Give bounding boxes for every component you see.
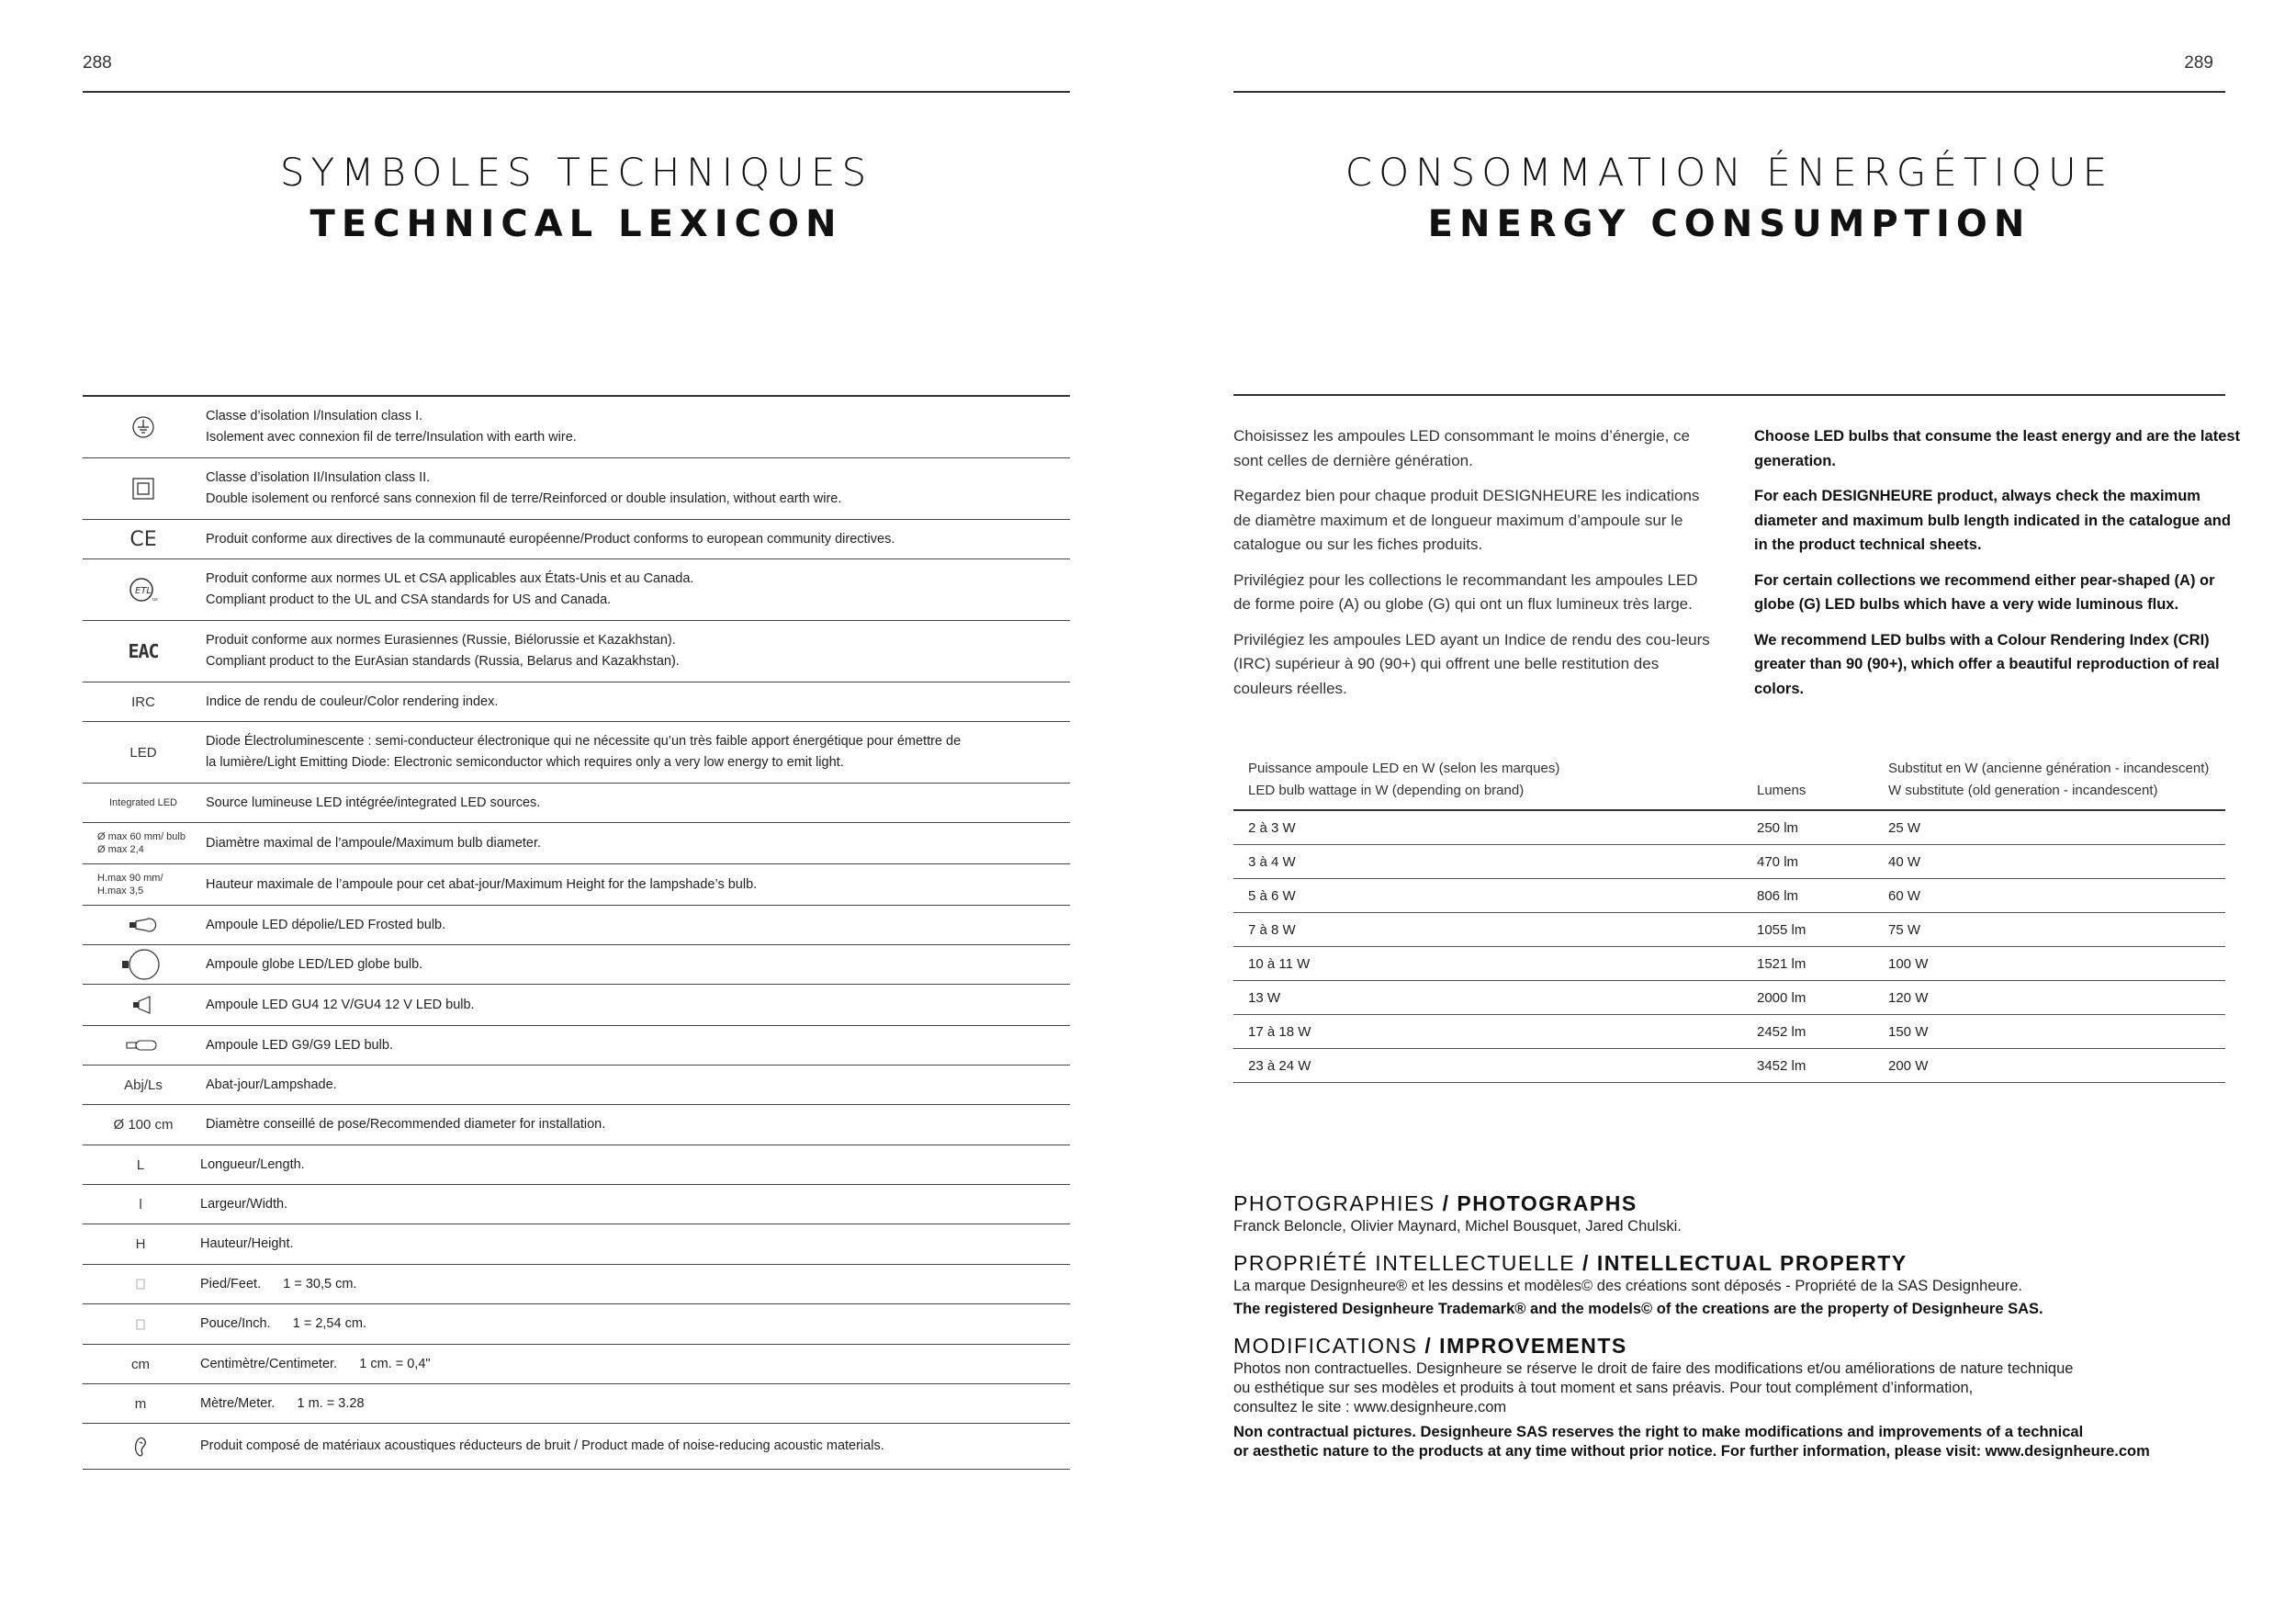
intro-paragraph: Choose LED bulbs that consume the least energy and are the latest generation. xyxy=(1754,428,2241,469)
lexicon-row xyxy=(83,1185,1070,1224)
lexicon-symbol: cm xyxy=(131,1356,150,1372)
lexicon-row xyxy=(83,682,1070,722)
lexicon-text: Compliant product to the UL and CSA standards for US and Canada. xyxy=(206,592,612,607)
lexicon-symbol: Integrated LED xyxy=(109,797,177,808)
wattage-cell: 2 à 3 W xyxy=(1248,819,1296,836)
header-wattage-fr: Puissance ampoule LED en W (selon les marques) xyxy=(1248,761,1560,776)
lexicon-text: Compliant product to the EurAsian standards (Russia, Belarus and Kazakhstan). xyxy=(206,654,680,669)
title-fr: CONSOMMATION ÉNERGÉTIQUE xyxy=(1345,150,2114,195)
title-block xyxy=(83,147,1070,250)
section-rule xyxy=(1233,394,2225,396)
lexicon-text: Largeur/Width. xyxy=(200,1196,288,1212)
lexicon-row xyxy=(83,621,1070,682)
header-lumens: Lumens xyxy=(1757,783,1806,798)
photographs-text: Franck Beloncle, Olivier Maynard, Michel Bousquet, Jared Chulski. xyxy=(1233,1218,1682,1235)
lexicon-text: Pouce/Inch. 1 = 2,54 cm. xyxy=(200,1316,366,1331)
inch-symbol-icon xyxy=(83,1319,198,1330)
lexicon-text: Isolement avec connexion fil de terre/Insulation with earth wire. xyxy=(206,430,577,445)
modifications-text-fr: consultez le site : www.designheure.com xyxy=(1233,1399,1507,1415)
lexicon-text: Diamètre conseillé de pose/Recommended diameter for installation. xyxy=(206,1117,606,1132)
lexicon-row xyxy=(83,945,1070,985)
intro-french xyxy=(1233,424,1711,712)
lexicon-row xyxy=(83,784,1070,823)
eac-mark-icon: EAC xyxy=(128,640,159,662)
lexicon-text: Source lumineuse LED intégrée/integrated LED sources. xyxy=(206,795,541,810)
lexicon-symbol: m xyxy=(134,1395,147,1412)
substitute-cell: 60 W xyxy=(1888,887,1921,904)
lexicon-row xyxy=(83,1224,1070,1265)
etl-mark-icon xyxy=(83,576,204,603)
intro-paragraph: We recommend LED bulbs with a Colour Rendering Index (CRI) greater than 90 (90+), which offer a beautiful reproduction of real colors. xyxy=(1754,631,2220,697)
lexicon-text: Produit conforme aux normes UL et CSA applicables aux États-Unis et au Canada. xyxy=(206,571,694,586)
lexicon-row xyxy=(83,985,1070,1026)
modifications-text-en: Non contractual pictures. Designheure SAS reserves the right to make modifications and improvements of a technical xyxy=(1233,1424,2084,1440)
lexicon-row xyxy=(83,1145,1070,1185)
lexicon-text: Classe d’isolation II/Insulation class II. xyxy=(206,470,431,485)
lexicon-row xyxy=(83,1066,1070,1105)
lexicon-text: Longueur/Length. xyxy=(200,1156,305,1172)
modifications-text-en: or aesthetic nature to the products at any time without prior notice. For further information, please visit: www.designheure.com xyxy=(1233,1443,2150,1460)
lexicon-text: Ampoule LED G9/G9 LED bulb. xyxy=(206,1037,393,1053)
table-row xyxy=(1233,981,2225,1015)
lexicon-text: Abat-jour/Lampshade. xyxy=(206,1077,337,1092)
lexicon-row xyxy=(83,1026,1070,1066)
intro-paragraph: For each DESIGNHEURE product, always check the maximum diameter and maximum bulb length indicated in the catalogue and in the product technical sheets. xyxy=(1754,488,2231,553)
photographs-title-en: / PHOTOGRAPHS xyxy=(1442,1191,1638,1215)
modifications-text-fr: ou esthétique sur ses modèles et produits à tout moment et sans préavis. Pour tout complément d’information, xyxy=(1233,1380,1974,1396)
top-rule xyxy=(1233,91,2225,93)
ip-title-fr: PROPRIÉTÉ INTELLECTUELLE xyxy=(1233,1251,1576,1275)
gu4-bulb-icon xyxy=(83,994,204,1016)
table-row xyxy=(1233,845,2225,879)
svg-text:us: us xyxy=(152,597,158,603)
lexicon-text: Indice de rendu de couleur/Color rendering index. xyxy=(206,694,499,709)
lexicon-text: Produit composé de matériaux acoustiques réducteurs de bruit / Product made of noise-reducing acoustic materials. xyxy=(200,1438,884,1453)
page-number: 289 xyxy=(2184,53,2213,73)
lexicon-text: Pied/Feet. 1 = 30,5 cm. xyxy=(200,1276,357,1291)
lexicon-text: Diode Électroluminescente : semi-conducteur électronique qui ne nécessite qu’un très faible apport énergétique pour émettre de xyxy=(206,734,962,749)
ip-heading xyxy=(1233,1249,2244,1277)
lexicon-text: Hauteur maximale de l’ampoule pour cet abat-jour/Maximum Height for the lampshade’s bulb. xyxy=(206,876,758,892)
lumens-cell: 1055 lm xyxy=(1757,921,1806,938)
lumens-cell: 470 lm xyxy=(1757,853,1799,870)
lumens-cell: 1521 lm xyxy=(1757,955,1806,972)
lexicon-symbol: IRC xyxy=(131,694,155,710)
table-row xyxy=(1233,947,2225,981)
lumens-cell: 2452 lm xyxy=(1757,1023,1806,1040)
intro-paragraph: Choisissez les ampoules LED consommant le moins d’énergie, ce sont celles de dernière génération. xyxy=(1233,427,1691,469)
lexicon-row xyxy=(83,520,1070,559)
ip-text-fr: La marque Designheure® et les dessins et modèles© des créations sont déposés - Propriété de la SAS Designheure. xyxy=(1233,1278,2022,1294)
lexicon-row xyxy=(83,1345,1070,1384)
svg-text:ETL: ETL xyxy=(135,586,152,596)
substitute-cell: 150 W xyxy=(1888,1023,1929,1040)
title-block xyxy=(1233,147,2225,250)
lexicon-text: Classe d’isolation I/Insulation class I. xyxy=(206,409,423,423)
lexicon-text: Ampoule LED GU4 12 V/GU4 12 V LED bulb. xyxy=(206,997,475,1012)
ce-mark-icon: CE xyxy=(129,527,157,551)
lexicon-text: Double isolement ou renforcé sans connexion fil de terre/Reinforced or double insulation, without earth wire. xyxy=(206,491,842,506)
lexicon-symbol: Abj/Ls xyxy=(124,1077,163,1093)
table-row xyxy=(1233,811,2225,845)
lexicon-text: Mètre/Meter. 1 m. = 3.28 xyxy=(200,1395,365,1411)
page-number: 288 xyxy=(83,53,112,73)
title-fr: SYMBOLES TECHNIQUES xyxy=(279,150,873,195)
wattage-cell: 3 à 4 W xyxy=(1248,853,1296,870)
title-en: TECHNICAL LEXICON xyxy=(310,203,843,245)
lumens-cell: 3452 lm xyxy=(1757,1057,1806,1074)
lexicon-row xyxy=(83,1304,1070,1345)
globe-bulb-icon xyxy=(83,948,204,981)
lumens-cell: 250 lm xyxy=(1757,819,1799,836)
lexicon-row xyxy=(83,906,1070,945)
lexicon-text: Ampoule globe LED/LED globe bulb. xyxy=(206,956,423,972)
header-wattage-en: LED bulb wattage in W (depending on brand) xyxy=(1248,783,1525,798)
double-square-icon xyxy=(83,478,204,500)
top-rule xyxy=(83,91,1070,93)
substitute-cell: 25 W xyxy=(1888,819,1921,836)
lexicon-symbol: l xyxy=(139,1196,142,1212)
feet-symbol-icon xyxy=(83,1279,198,1290)
table-row xyxy=(1233,879,2225,913)
substitute-cell: 200 W xyxy=(1888,1057,1929,1074)
lumens-cell: 2000 lm xyxy=(1757,989,1806,1006)
lexicon-text: Ampoule LED dépolie/LED Frosted bulb. xyxy=(206,917,446,932)
table-row xyxy=(1233,1015,2225,1049)
wattage-cell: 10 à 11 W xyxy=(1248,955,1311,972)
lexicon-text: la lumière/Light Emitting Diode: Electronic semiconductor which requires only a very low energy to emit light. xyxy=(206,755,844,770)
lexicon-row xyxy=(83,1265,1070,1304)
wattage-cell: 13 W xyxy=(1248,989,1281,1006)
lexicon-row xyxy=(83,1424,1070,1470)
substitute-cell: 120 W xyxy=(1888,989,1929,1006)
intro-paragraph: Privilégiez pour les collections le recommandant les ampoules LED de forme poire (A) ou globe (G) qui ont un flux lumineux très large. xyxy=(1233,570,1698,613)
lexicon-row xyxy=(83,823,1070,864)
table-row xyxy=(1233,913,2225,947)
wattage-cell: 7 à 8 W xyxy=(1248,921,1296,938)
credits-section xyxy=(1233,1190,2244,1461)
wattage-cell: 23 à 24 W xyxy=(1248,1057,1311,1074)
substitute-cell: 40 W xyxy=(1888,853,1921,870)
lexicon-row xyxy=(83,397,1070,458)
modifications-title-fr: MODIFICATIONS xyxy=(1233,1334,1418,1358)
lexicon-table xyxy=(83,395,1070,1470)
lexicon-row xyxy=(83,1384,1070,1424)
intro-english xyxy=(1754,424,2241,712)
wattage-cell: 5 à 6 W xyxy=(1248,887,1296,904)
photographs-heading xyxy=(1233,1190,2244,1217)
intro-paragraph: For certain collections we recommend either pear-shaped (A) or globe (G) LED bulbs which have a very wide luminous flux. xyxy=(1754,571,2215,613)
ip-text-en: The registered Designheure Trademark® and the models© of the creations are the property of Designheure SAS. xyxy=(1233,1301,2043,1317)
lexicon-text: Produit conforme aux directives de la communauté européenne/Product conforms to european community directives. xyxy=(206,531,895,547)
lexicon-row xyxy=(83,722,1070,784)
substitute-cell: 100 W xyxy=(1888,955,1929,972)
header-substitute-en: W substitute (old generation - incandescent) xyxy=(1888,783,2158,798)
photographs-title-fr: PHOTOGRAPHIES xyxy=(1233,1191,1435,1215)
title-en: ENERGY CONSUMPTION xyxy=(1427,203,2032,245)
lexicon-row xyxy=(83,1105,1070,1145)
intro-paragraph: Regardez bien pour chaque produit DESIGNHEURE les indications de diamètre maximum et de longueur maximum d’ampoule sur le catalogue ou sur les fiches produits. xyxy=(1233,487,1700,553)
lexicon-symbol: L xyxy=(136,1156,145,1173)
modifications-text-fr: Photos non contractuelles. Designheure se réserve le droit de faire des modifications et/ou améliorations de nature technique xyxy=(1233,1360,2074,1377)
lexicon-row xyxy=(83,559,1070,621)
ip-title-en: / INTELLECTUAL PROPERTY xyxy=(1582,1251,1908,1275)
intro-paragraph: Privilégiez les ampoules LED ayant un Indice de rendu des cou-leurs (IRC) supérieur à 90 (90+) qui offrent une belle restitution des couleurs réelles. xyxy=(1233,630,1710,697)
lexicon-text: Hauteur/Height. xyxy=(200,1236,294,1251)
modifications-title-en: / IMPROVEMENTS xyxy=(1424,1334,1627,1358)
lexicon-symbol: Ø max 60 mm/ bulb Ø max 2,4 xyxy=(97,831,186,855)
g9-bulb-icon xyxy=(83,1039,204,1052)
ear-acoustic-icon xyxy=(83,1435,198,1459)
modifications-heading xyxy=(1233,1332,2244,1359)
header-substitute-fr: Substitut en W (ancienne génération - incandescent) xyxy=(1888,761,2210,776)
table-row xyxy=(1233,1049,2225,1083)
lexicon-row xyxy=(83,864,1070,906)
lexicon-text: Centimètre/Centimeter. 1 cm. = 0,4" xyxy=(200,1356,431,1371)
frosted-bulb-icon xyxy=(83,917,204,933)
lexicon-symbol: H.max 90 mm/ H.max 3,5 xyxy=(97,873,163,897)
energy-table xyxy=(1233,758,2225,1083)
lexicon-text: Produit conforme aux normes Eurasiennes (Russie, Biélorussie et Kazakhstan). xyxy=(206,633,676,648)
earth-ground-icon xyxy=(83,415,204,439)
lexicon-text: Diamètre maximal de l’ampoule/Maximum bulb diameter. xyxy=(206,835,542,851)
lexicon-symbol: Ø 100 cm xyxy=(113,1117,174,1133)
lexicon-symbol: LED xyxy=(129,744,157,761)
lexicon-row xyxy=(83,458,1070,520)
lumens-cell: 806 lm xyxy=(1757,887,1799,904)
table-header xyxy=(1233,758,2225,811)
right-page xyxy=(1148,0,2296,1624)
wattage-cell: 17 à 18 W xyxy=(1248,1023,1311,1040)
substitute-cell: 75 W xyxy=(1888,921,1921,938)
lexicon-symbol: H xyxy=(135,1236,146,1252)
